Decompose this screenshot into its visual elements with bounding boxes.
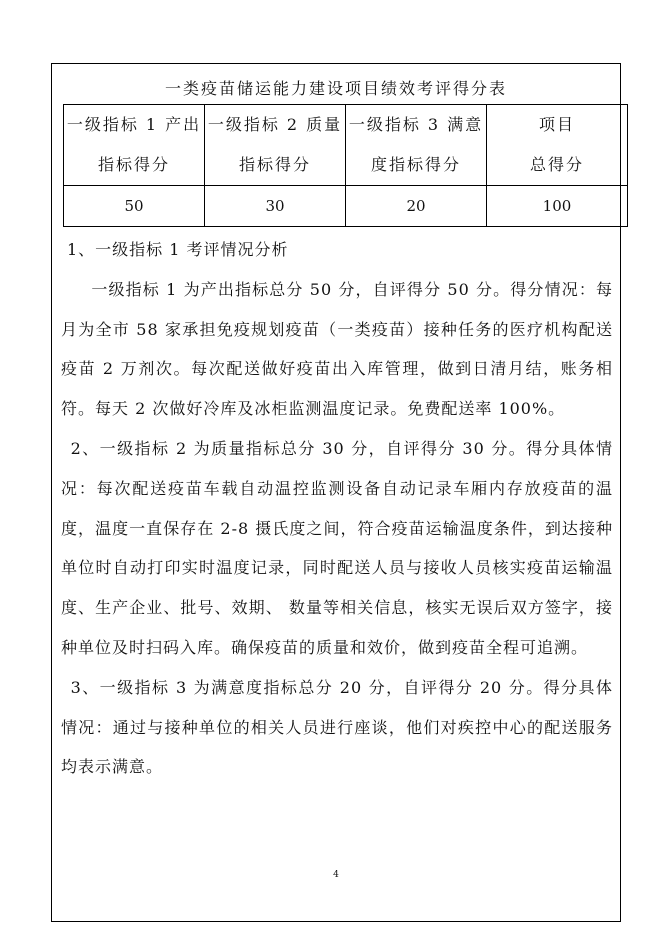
page-number: 4: [333, 870, 339, 880]
score-quality: 30: [205, 186, 346, 227]
score-output: 50: [64, 186, 205, 227]
section1-paragraph: 一级指标 1 为产出指标总分 50 分，自评得分 50 分。得分情况：每月为全市 58 家承担免疫规划疫苗（一类疫苗）接种任务的医疗机构配送疫苗 2 万剂次。每次配送做好疫苗出入库管理，做到日清月结，账务相符。每天 2 次做好冷库及冰柜监测温度记录。免费配送率 100%。: [61, 279, 613, 419]
score-total: 100: [487, 186, 628, 227]
analysis-body: [61, 230, 613, 787]
header-satisfaction-indicator: 一级指标 3 满意 度指标得分: [346, 105, 487, 186]
section2-paragraph: 2、一级指标 2 为质量指标总分 30 分，自评得分 30 分。得分具体情况：每次配送疫苗车载自动温控监测设备自动记录车厢内存放疫苗的温度，温度一直保存在 2-8 摄氏度之间，符合疫苗运输温度条件，到达接种单位时自动打印实时温度记录，同时配送人员与接收人员核实疫苗运输温度、生产企业、批号、效期、 数量等相关信息，核实无误后双方签字，接种单位及时扫码入库。确保疫苗的质量和效价，做到疫苗全程可追溯。: [61, 438, 613, 657]
header-total-score: 项目 总得分: [487, 105, 628, 186]
header-quality-indicator: 一级指标 2 质量 指标得分: [205, 105, 346, 186]
section3-paragraph: 3、一级指标 3 为满意度指标总分 20 分，自评得分 20 分。得分具体情况：通过与接种单位的相关人员进行座谈，他们对疾控中心的配送服务均表示满意。: [61, 677, 613, 777]
score-satisfaction: 20: [346, 186, 487, 227]
header-output-indicator: 一级指标 1 产出 指标得分: [64, 105, 205, 186]
section1-heading: 1、一级指标 1 考评情况分析: [67, 240, 289, 259]
score-table: [63, 104, 628, 227]
document-title: 一类疫苗储运能力建设项目绩效考评得分表: [164, 79, 507, 98]
